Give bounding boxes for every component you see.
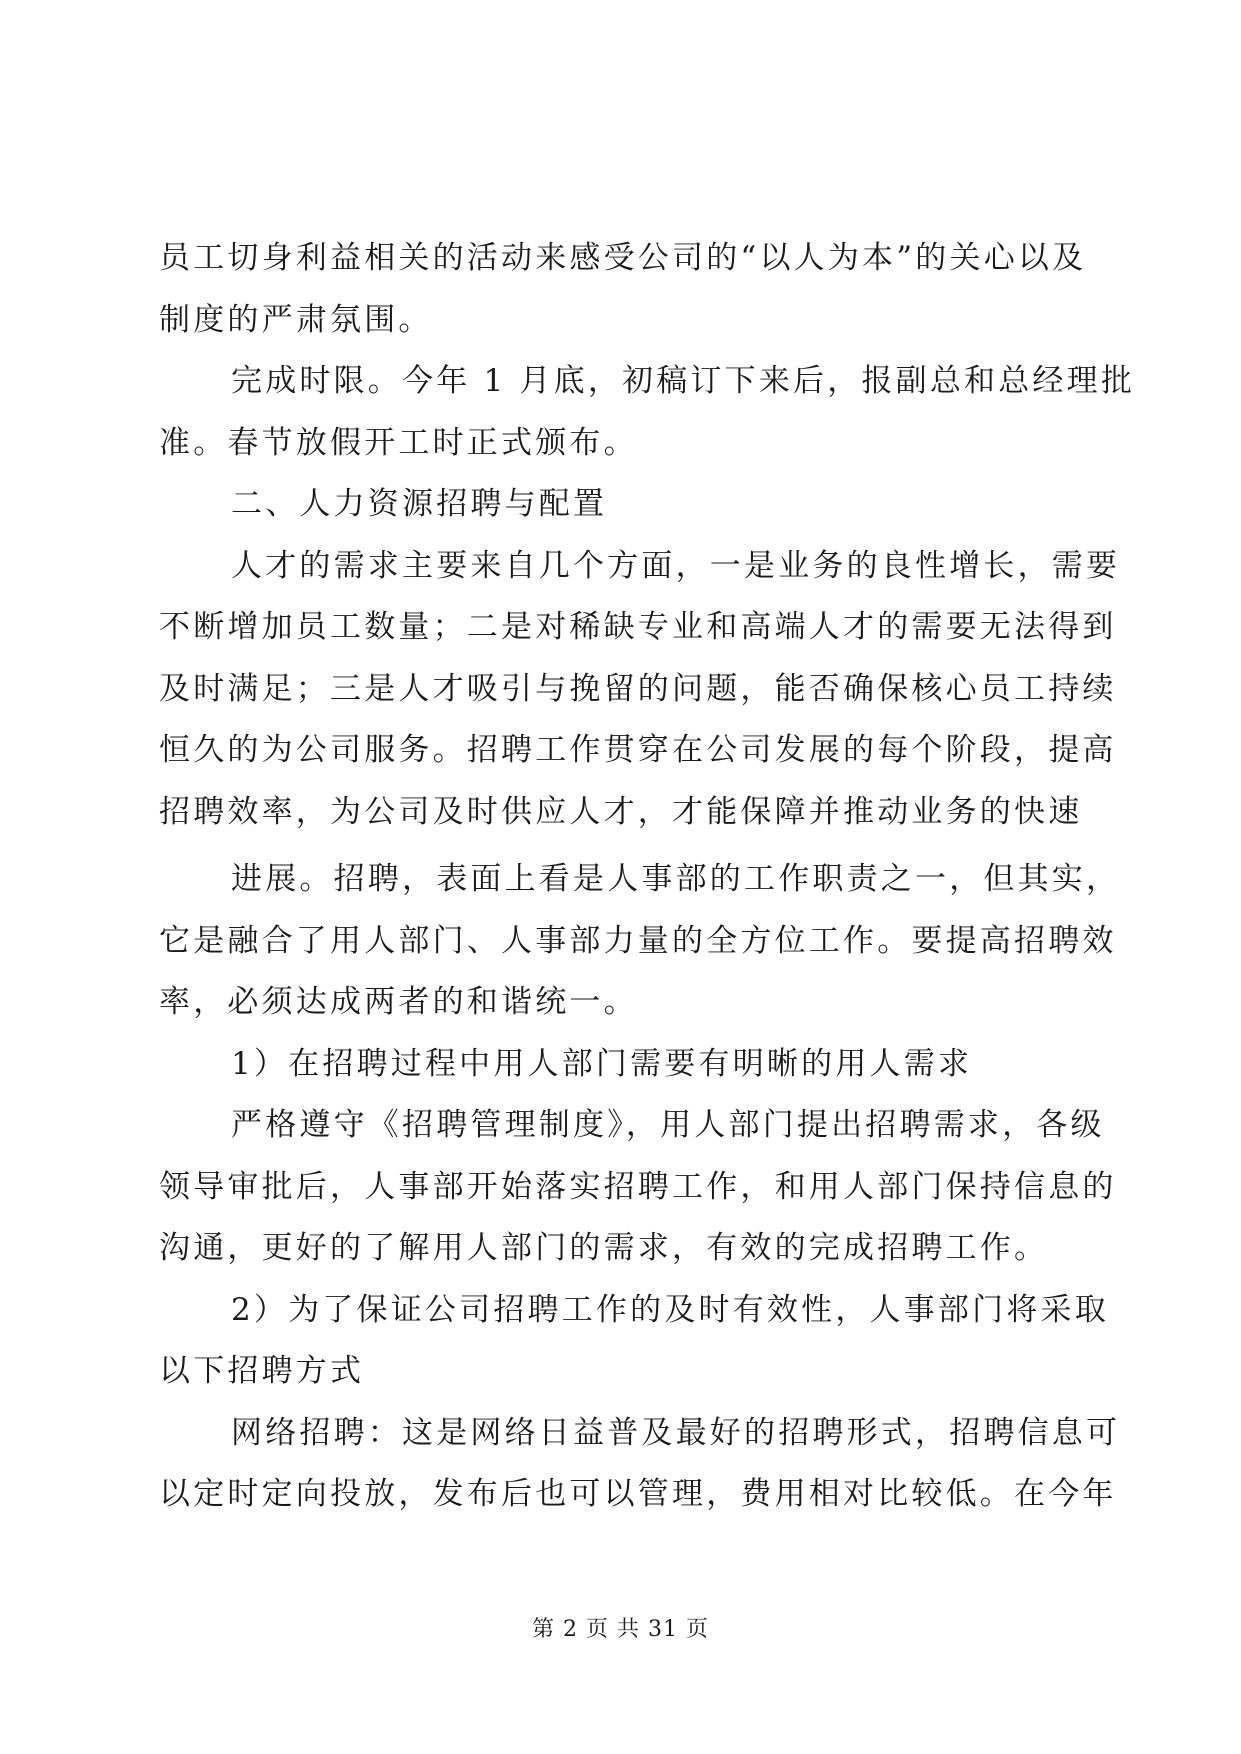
section-heading: 二、人力资源招聘与配置 [231,486,608,522]
document-body [159,228,1136,1526]
text-line: 进展。招聘，表面上看是人事部的工作职责之一，但其实， [231,861,1121,897]
text-line: 人才的需求主要来自几个方面，一是业务的良性增长，需要 [231,547,1121,584]
text-line: 准。春节放假开工时正式颁布。 [159,424,638,461]
text-line: 严格遵守《招聘管理制度》，用人部门提出招聘需求，各级 [231,1107,1105,1143]
text-line: 沟通，更好的了解用人部门的需求，有效的完成招聘工作。 [159,1230,1049,1266]
text-line: 它是融合了用人部门、人事部力量的全方位工作。要提高招聘效 [159,922,1117,959]
text-line: 恒久的为公司服务。招聘工作贯穿在公司发展的每个阶段，提高 [159,732,1117,768]
list-item-heading: 2）为了保证公司招聘工作的及时有效性，人事部门将采取 [231,1291,1109,1328]
text-line: 制度的严肃氛围。 [159,301,433,338]
text-line: 网络招聘：这是网络日益普及最好的招聘形式，招聘信息可 [231,1414,1121,1451]
text-line: 完成时限。今年 1 月底，初稿订下来后，报副总和总经理批 [231,363,1136,399]
list-item-heading: 1）在招聘过程中用人部门需要有明晰的用人需求 [231,1045,973,1082]
text-line: 员工切身利益相关的活动来感受公司的“以人为本”的关心以及 [159,240,1087,276]
text-line: 率，必须达成两者的和谐统一。 [159,984,638,1020]
text-line: 不断增加员工数量；二是对稀缺专业和高端人才的需要无法得到 [159,609,1117,645]
page-number-footer: 第 2 页 共 31 页 [532,1617,709,1642]
text-line: 及时满足；三是人才吸引与挽留的问题，能否确保核心员工持续 [159,670,1117,707]
text-line: 以定时定向投放，发布后也可以管理，费用相对比较低。在今年 [159,1476,1117,1512]
text-line: 领导审批后，人事部开始落实招聘工作，和用人部门保持信息的 [159,1168,1117,1205]
text-line: 以下招聘方式 [159,1353,365,1389]
text-line: 招聘效率，为公司及时供应人才，才能保障并推动业务的快速 [159,793,1083,830]
